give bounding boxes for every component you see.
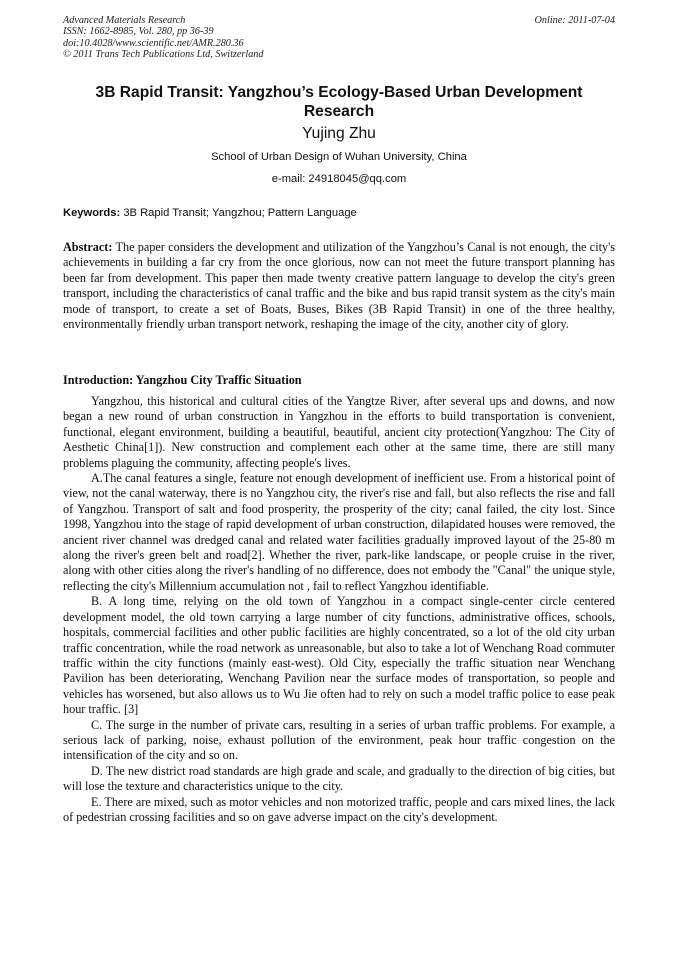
online-date: Online: 2011-07-04 bbox=[534, 15, 615, 26]
paragraph: E. There are mixed, such as motor vehicles and non motorized traffic, people and cars mixed lines, the lack of pedestrian crossing facilities and so on gave adverse impact on the city's development. bbox=[63, 794, 615, 824]
keywords-text: 3B Rapid Transit; Yangzhou; Pattern Language bbox=[123, 207, 357, 219]
paragraph: Yangzhou, this historical and cultural cities of the Yangtze River, after several ups and downs, and now began a new round of urban construction in Yangzhou in the efforts to build transportation is convenient, functional, elegant environment, building a beautiful, beautiful, ancient city protection(Yangzhou: The City of Aesthetic China[1]). New construction and complement each other at the same time, there are still many problems plaguing the community, affecting people's lives. bbox=[63, 394, 615, 470]
paper-title: 3B Rapid Transit: Yangzhou’s Ecology-Based Urban Development Research bbox=[95, 84, 583, 120]
journal-header bbox=[63, 15, 263, 60]
keywords bbox=[63, 206, 615, 220]
author-email: e-mail: 24918045@qq.com bbox=[271, 173, 407, 185]
paragraph: D. The new district road standards are high grade and scale, and gradually to the direction of big cities, but will lose the texture and characteristics unique to the city. bbox=[63, 763, 615, 794]
affiliation: School of Urban Design of Wuhan University, China bbox=[211, 151, 467, 163]
doi-line: doi:10.4028/www.scientific.net/AMR.280.36 bbox=[63, 37, 244, 49]
issn-line: ISSN: 1662-8985, Vol. 280, pp 36-39 bbox=[63, 26, 214, 38]
copyright-line: © 2011 Trans Tech Publications Ltd, Switzerland bbox=[63, 48, 264, 60]
paragraph: A.The canal features a single, feature not enough development of inefficient use. From a historical point of view, not the canal waterway, there is no Yangzhou city, the river's rise and fall, but also reflects the rise and fall of Yangzhou. Transport of salt and food prosperity, the prosperity of the city; canal failed, the city lost. Since 1998, Yangzhou into the stage of rapid development of urban construction, dilapidated houses were removed, the ancient river channel was dredged canal and related water facilities gradually improved layout of the 25-80 m along the river's green belt and road[2]. Whether the river, park-like landscape, or people cruise in the river, along with other cities along the river's handling of no difference, does not embody the "Canal" the unique style, reflecting the city's Millennium accumulation not , fail to reflect Yangzhou identifiable. bbox=[63, 471, 615, 593]
paragraph: C. The surge in the number of private cars, resulting in a series of urban traffic problems. For example, a serious lack of parking, noise, exhaust pollution of the environment, peak hour traffic congestion on the intensification of the city and so on. bbox=[63, 717, 615, 763]
abstract-text: The paper considers the development and utilization of the Yangzhou’s Canal is not enough, the city's achievements in building a far cry from the once glorious, now can not meet the future transport planning has been far from development. This paper then made twenty creative pattern language to develop the city's green transport, including the characteristics of canal traffic and the bike and bus rapid transit system as the city's main mode of transport, to create a set of Boats, Buses, Bikes (3B Rapid Transit) in one of the three healthy, environmentally friendly urban transport network, reshaping the image of the city, another city of glory. bbox=[63, 240, 616, 332]
section-heading: Introduction: Yangzhou City Traffic Situation bbox=[63, 373, 302, 387]
author-name: Yujing Zhu bbox=[302, 125, 376, 142]
intro-body bbox=[63, 394, 615, 825]
keywords-label: Keywords: bbox=[63, 207, 121, 219]
journal-name: Advanced Materials Research bbox=[63, 15, 186, 26]
abstract bbox=[63, 240, 615, 332]
paragraph: B. A long time, relying on the old town of Yangzhou in a compact single-center circle centered development model, the old town carrying a large number of city functions, administrative offices, schools, hospitals, commercial facilities and other public facilities are highly concentrated, so a lot of the old city urban traffic concentration, while the road network as unreasonable, but also to take a lot of Wenchang Road commuter traffic within the city functions (mainly east-west). Old City, especially the traffic situation near Wenchang Pavilion has been deteriorating, Wenchang Pavilion near the surface modes of transportation, so people and vehicles has worsened, but also allows us to Wu Jie often had to rely on such a model traffic police to ease peak hour traffic. [3] bbox=[63, 594, 615, 717]
abstract-label: Abstract: bbox=[63, 240, 113, 254]
